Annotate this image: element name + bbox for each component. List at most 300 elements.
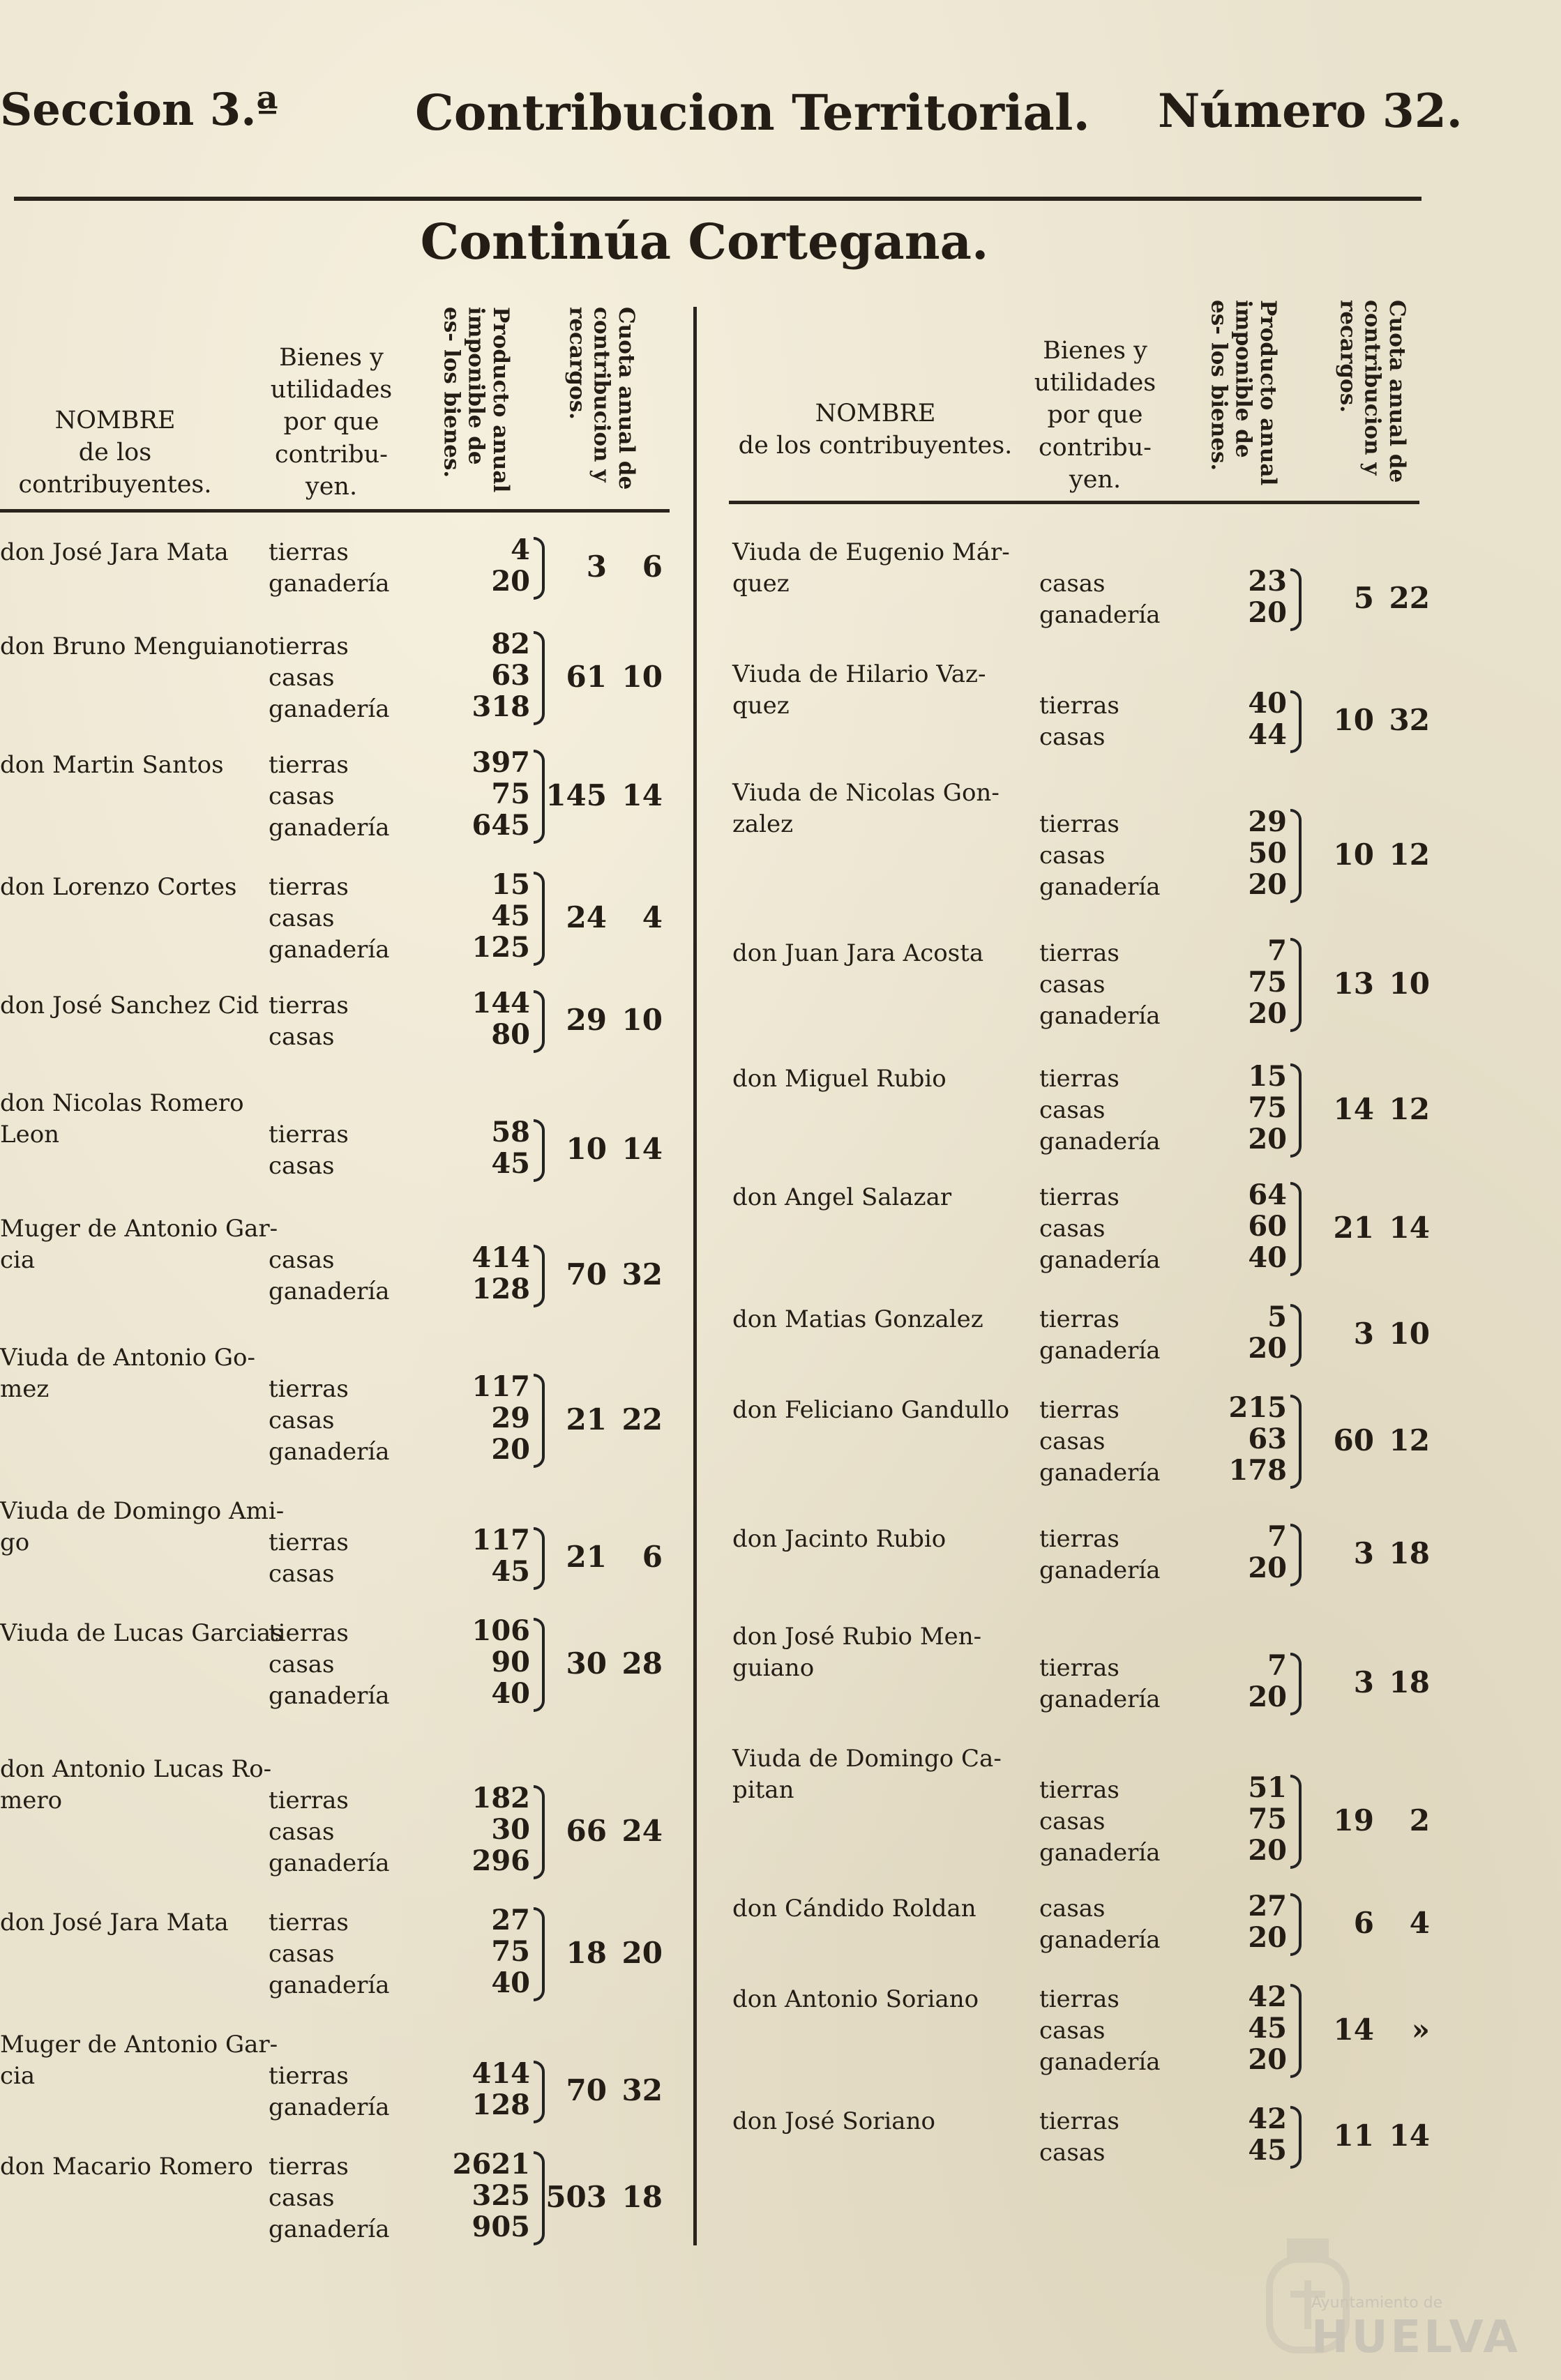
contributor-name-line: don Macario Romero (0, 2153, 253, 2181)
goods-item: ganadería (1039, 1925, 1161, 1954)
product-value: 75 (491, 1935, 530, 1968)
goods-list (269, 1245, 390, 1308)
product-values (1175, 935, 1287, 1029)
goods-item: casas (269, 782, 335, 810)
contributor-name (732, 1182, 951, 1213)
product-value: 82 (491, 628, 530, 660)
goods-header-line-2: utilidades (270, 376, 393, 404)
goods-header-line-2: utilidades (1034, 369, 1156, 397)
quota-reales: 60 (1333, 1423, 1374, 1457)
quota-value (530, 898, 663, 937)
goods-item: tierras (1039, 1065, 1119, 1093)
goods-item: ganadería (269, 1277, 390, 1305)
product-value: 397 (472, 746, 530, 779)
contributor-name (0, 750, 224, 781)
product-value: 40 (1248, 687, 1287, 720)
contributor-name (732, 778, 1000, 840)
goods-list (269, 1618, 390, 1712)
goods-item: casas (1039, 1096, 1106, 1124)
product-value: 50 (1248, 837, 1287, 870)
quota-maravedis: 2 (1409, 1803, 1430, 1837)
goods-item: casas (269, 1151, 335, 1180)
right-name-header (732, 397, 1018, 462)
quota-maravedis: 4 (1409, 1906, 1430, 1940)
contributor-name (732, 1304, 983, 1335)
product-value: 20 (1248, 1123, 1287, 1155)
quota-maravedis: 18 (1389, 1665, 1430, 1699)
contributor-name-line: zalez (732, 810, 794, 838)
name-header-line-1: NOMBRE (54, 407, 176, 434)
quota-reales: 6 (1353, 1906, 1374, 1940)
page-subtitle: Continúa Cortegana. (420, 213, 989, 271)
contributor-name-line: don Matias Gonzalez (732, 1305, 983, 1333)
product-value: 42 (1248, 1980, 1287, 2013)
goods-list (269, 1119, 349, 1182)
product-value: 128 (472, 1273, 530, 1305)
header-rule (14, 197, 1422, 201)
left-goods-header (262, 342, 401, 503)
quota-value (1297, 579, 1430, 617)
right-header-rule (729, 501, 1419, 504)
contributor-name-line: guiano (732, 1653, 815, 1682)
quota-maravedis: 24 (621, 1813, 663, 1848)
contributor-name-line: quez (732, 569, 790, 598)
contributor-name (0, 990, 259, 1022)
goods-item: casas (269, 2183, 335, 2212)
contributor-name (0, 1496, 284, 1559)
goods-item: ganadería (269, 1681, 390, 1710)
goods-list (1039, 568, 1161, 631)
quota-reales: 29 (566, 1003, 607, 1037)
contributor-name (732, 659, 986, 722)
contributor-name-line: mez (0, 1374, 50, 1403)
goods-item: ganadería (1039, 2047, 1161, 2076)
product-value: 64 (1248, 1178, 1287, 1211)
contributor-name-line: Muger de Antonio Gar- (0, 2031, 278, 2059)
contributor-name-line: Viuda de Antonio Go- (0, 1344, 256, 1372)
goods-item: casas (1039, 1807, 1106, 1835)
product-values (418, 1904, 530, 1999)
quota-maravedis: 32 (621, 2073, 663, 2107)
product-value: 20 (1248, 1681, 1287, 1713)
product-value: 117 (472, 1370, 530, 1403)
goods-item: ganadería (269, 2215, 390, 2243)
product-value: 75 (1248, 1803, 1287, 1835)
quota-reales: 24 (566, 900, 607, 934)
product-value: 63 (491, 659, 530, 692)
quota-maravedis: 14 (1389, 2118, 1430, 2153)
goods-list (269, 990, 349, 1053)
quota-reales: 5 (1353, 581, 1374, 615)
quota-maravedis: 12 (1389, 1423, 1430, 1457)
goods-list (269, 1374, 390, 1468)
product-values (418, 1615, 530, 1709)
quota-value (530, 1812, 663, 1850)
product-value: 20 (1248, 1332, 1287, 1365)
page-number: Número 32. (1158, 84, 1463, 138)
name-header-line-2: de los contribuyentes. (18, 439, 212, 499)
product-value: 20 (1248, 1834, 1287, 1867)
goods-item: ganadería (1039, 1556, 1161, 1584)
quota-reales: 145 (545, 778, 607, 812)
name-header-line-1: NOMBRE (815, 400, 936, 427)
goods-item: casas (1039, 841, 1106, 870)
product-value: 106 (472, 1614, 530, 1647)
contributor-name (732, 1984, 979, 2015)
quota-maravedis: 6 (642, 549, 663, 584)
contributor-name (732, 938, 983, 969)
quota-reales: 19 (1333, 1803, 1374, 1837)
goods-header-line-5: yen. (305, 472, 358, 501)
goods-item: ganadería (1039, 1336, 1161, 1365)
product-value: 23 (1248, 565, 1287, 598)
quota-value (1297, 1801, 1430, 1840)
goods-item: tierras (269, 1787, 349, 1814)
product-value: 51 (1248, 1771, 1287, 1804)
quota-value (1297, 835, 1430, 874)
contributor-name-line: don José Jara Mata (0, 1909, 229, 1936)
quota-value (1297, 1663, 1430, 1701)
goods-item: tierras (269, 751, 349, 779)
product-values (418, 987, 530, 1050)
goods-item: casas (1039, 1214, 1106, 1243)
contributor-name-line: pitan (732, 1775, 794, 1804)
goods-list (1039, 1653, 1161, 1715)
contributor-name-line: Muger de Antonio Gar- (0, 1215, 278, 1243)
goods-item: casas (1039, 2138, 1106, 2167)
goods-item: casas (1039, 1427, 1106, 1455)
product-value: 45 (491, 1147, 530, 1180)
contributor-name (732, 1395, 1009, 1426)
product-value: 44 (1248, 718, 1287, 751)
product-value: 45 (491, 900, 530, 932)
contributor-name (0, 537, 229, 568)
goods-list (269, 2061, 390, 2123)
goods-item: tierras (269, 1909, 349, 1936)
goods-item: casas (269, 1022, 335, 1051)
product-value: 29 (1248, 805, 1287, 838)
goods-item: casas (269, 1650, 335, 1678)
goods-item: tierras (269, 2153, 349, 2181)
goods-header-line-5: yen. (1069, 465, 1122, 494)
goods-item: tierras (269, 632, 349, 660)
quota-maravedis: 4 (642, 900, 663, 934)
contributor-name-line: don José Rubio Men- (732, 1623, 982, 1651)
product-value: 42 (1248, 2102, 1287, 2135)
left-name-header (0, 404, 230, 501)
goods-item: casas (1039, 1895, 1106, 1923)
product-value: 27 (491, 1904, 530, 1936)
goods-list (1039, 1775, 1161, 1869)
goods-item: tierras (1039, 939, 1119, 967)
goods-item: tierras (1039, 1396, 1119, 1424)
product-value: 20 (1248, 2043, 1287, 2076)
product-value: 215 (1228, 1391, 1287, 1424)
product-values (1175, 688, 1287, 750)
product-values (418, 1371, 530, 1465)
contributor-name (732, 1063, 947, 1095)
contributor-name-line: don Martin Santos (0, 751, 224, 779)
product-value: 80 (491, 1018, 530, 1051)
goods-item: casas (269, 1939, 335, 1968)
goods-item: casas (1039, 722, 1106, 751)
contributor-name (732, 1743, 1002, 1806)
product-value: 58 (491, 1116, 530, 1149)
goods-item: tierras (1039, 692, 1119, 720)
contributor-name-line: don Angel Salazar (732, 1183, 952, 1211)
goods-item: tierras (269, 538, 349, 566)
goods-item: tierras (269, 2062, 349, 2090)
goods-list (1039, 938, 1161, 1032)
goods-item: ganadería (1039, 1127, 1161, 1155)
product-value: 20 (1248, 997, 1287, 1030)
product-values (1175, 1890, 1287, 1953)
goods-item: ganadería (269, 1437, 390, 1466)
goods-list (269, 631, 390, 725)
column-divider (693, 307, 697, 2245)
quota-maravedis: » (1411, 2012, 1430, 2047)
quota-maravedis: 10 (1389, 966, 1430, 1001)
goods-item: ganadería (1039, 1458, 1161, 1487)
quota-reales: 11 (1333, 2118, 1374, 2153)
quota-value (530, 776, 663, 814)
product-value: 27 (1248, 1890, 1287, 1923)
goods-list (1039, 1063, 1161, 1158)
quota-value (530, 658, 663, 696)
quota-maravedis: 32 (1389, 703, 1430, 737)
goods-item: casas (1039, 2016, 1106, 2045)
contributor-name-line: Viuda de Hilario Vaz- (732, 660, 986, 688)
contributor-name-line: cia (0, 1245, 36, 1274)
watermark-line-2: HUELVA (1311, 2312, 1521, 2363)
quota-reales: 14 (1333, 1091, 1374, 1126)
goods-item: ganadería (1039, 600, 1161, 629)
quota-reales: 3 (586, 549, 607, 584)
quota-maravedis: 22 (621, 1402, 663, 1437)
product-value: 2621 (452, 2148, 530, 2181)
quota-reales: 3 (1353, 1536, 1374, 1570)
product-value: 325 (472, 2179, 530, 2212)
goods-list (1039, 1984, 1161, 2078)
quota-value (1297, 1314, 1430, 1353)
contributor-name-line: don Bruno Menguiano (0, 632, 269, 660)
product-value: 63 (1248, 1423, 1287, 1455)
quota-reales: 21 (1333, 1210, 1374, 1245)
goods-item: casas (269, 1406, 335, 1434)
contributor-name (0, 1754, 271, 1817)
quota-value (530, 1934, 663, 1972)
product-value: 60 (1248, 1210, 1287, 1243)
product-value: 45 (1248, 2012, 1287, 2045)
goods-list (1039, 1893, 1161, 1956)
contributor-name-line: don Juan Jara Acosta (732, 939, 984, 967)
product-value: 90 (491, 1646, 530, 1678)
quota-maravedis: 12 (1389, 1091, 1430, 1126)
quota-reales: 30 (566, 1646, 607, 1681)
contributor-name (0, 1342, 255, 1405)
goods-list (269, 537, 390, 600)
goods-header-line-3: por que (283, 408, 379, 437)
product-value: 318 (472, 690, 530, 723)
contributor-name-line: quez (732, 691, 790, 720)
product-values (1175, 1521, 1287, 1584)
contributor-name-line: go (0, 1528, 30, 1556)
quota-maravedis: 10 (621, 659, 663, 694)
contributor-name (732, 1893, 976, 1925)
goods-item: ganadería (1039, 1685, 1161, 1713)
product-values (418, 1524, 530, 1587)
watermark-line-1: Ayuntamiento de (1311, 2294, 1443, 2312)
product-value: 75 (1248, 966, 1287, 999)
product-value: 296 (472, 1844, 530, 1877)
quota-value (1297, 1208, 1430, 1247)
goods-item: ganadería (269, 695, 390, 723)
goods-item: tierras (1039, 1305, 1119, 1333)
goods-header-line-4: contribu- (1039, 433, 1152, 462)
section-label: Seccion 3.ª (0, 84, 278, 136)
contributor-name-line: don Antonio Soriano (732, 1985, 979, 2013)
product-value: 20 (1248, 1552, 1287, 1584)
product-values (1175, 1061, 1287, 1155)
product-value: 20 (1248, 596, 1287, 629)
product-values (1175, 1650, 1287, 1713)
left-product-header: Producto anual imponible de es- los bienes. (439, 307, 513, 493)
quota-reales: 70 (566, 2073, 607, 2107)
goods-item: ganadería (269, 935, 390, 964)
contributor-name-line: Viuda de Domingo Ca- (732, 1745, 1002, 1773)
goods-list (269, 1527, 349, 1590)
goods-item: tierras (269, 873, 349, 901)
product-values (418, 869, 530, 963)
product-value: 29 (491, 1402, 530, 1434)
quota-value (530, 1644, 663, 1683)
contributor-name-line: Leon (0, 1120, 60, 1149)
product-value: 75 (491, 778, 530, 810)
contributor-name-line: mero (0, 1786, 63, 1814)
product-value: 7 (1267, 1520, 1287, 1553)
contributor-name (732, 2106, 935, 2137)
contributor-name-line: Viuda de Nicolas Gon- (732, 779, 1000, 807)
goods-item: ganadería (269, 2093, 390, 2121)
goods-item: casas (269, 904, 335, 932)
quota-reales: 10 (1333, 703, 1374, 737)
contributor-name (0, 1618, 283, 1649)
goods-item: ganadería (269, 569, 390, 598)
quota-value (1297, 701, 1430, 739)
quota-reales: 66 (566, 1813, 607, 1848)
quota-value (530, 1255, 663, 1294)
goods-list (269, 2151, 390, 2245)
product-values (418, 747, 530, 841)
goods-list (269, 750, 390, 844)
goods-list (1039, 2106, 1119, 2169)
right-product-header: Producto anual imponible de es- los bienes. (1206, 300, 1281, 486)
product-values (1175, 2103, 1287, 2166)
goods-item: tierras (1039, 1525, 1119, 1553)
contributor-name-line: cia (0, 2061, 36, 2090)
contributor-name-line: don Antonio Lucas Ro- (0, 1755, 272, 1783)
goods-item: tierras (1039, 1183, 1119, 1211)
product-values (1175, 1301, 1287, 1364)
quota-maravedis: 18 (1389, 1536, 1430, 1570)
contributor-name-line: don Jacinto Rubio (732, 1525, 947, 1553)
contributor-name-line: don Lorenzo Cortes (0, 873, 237, 901)
product-value: 182 (472, 1782, 530, 1814)
quota-value (1297, 1421, 1430, 1460)
quota-value (1297, 1904, 1430, 1942)
contributor-name (0, 1213, 278, 1276)
goods-item: tierras (269, 992, 349, 1020)
goods-list (1039, 690, 1119, 753)
goods-item: tierras (269, 1619, 349, 1647)
goods-list (269, 872, 390, 966)
goods-header-line-3: por que (1047, 401, 1143, 430)
product-values (418, 534, 530, 597)
contributor-name (0, 2029, 278, 2092)
name-header-line-2: de los contribuyentes. (738, 432, 1013, 460)
quota-reales: 70 (566, 1257, 607, 1291)
quota-maravedis: 28 (621, 1646, 663, 1681)
quota-value (530, 547, 663, 586)
goods-list (269, 1785, 390, 1879)
product-values (1175, 566, 1287, 628)
goods-item: tierras (1039, 810, 1119, 838)
quota-reales: 3 (1353, 1665, 1374, 1699)
goods-item: tierras (1039, 1985, 1119, 2013)
goods-header-line-1: Bienes y (279, 344, 384, 372)
goods-item: ganadería (269, 813, 390, 842)
quota-value (530, 2178, 663, 2216)
product-value: 20 (491, 1433, 530, 1466)
goods-item: ganadería (269, 1971, 390, 1999)
product-value: 7 (1267, 934, 1287, 967)
product-value: 7 (1267, 1649, 1287, 1682)
goods-item: casas (269, 1559, 335, 1588)
quota-maravedis: 18 (621, 2179, 663, 2214)
contributor-name-line: don José Jara Mata (0, 538, 229, 566)
goods-item: casas (1039, 570, 1106, 598)
goods-item: tierras (1039, 1654, 1119, 1682)
goods-item: ganadería (1039, 1245, 1161, 1274)
quota-reales: 503 (545, 2179, 607, 2214)
contributor-name-line: Viuda de Eugenio Már- (732, 538, 1010, 566)
goods-list (1039, 809, 1161, 903)
goods-item: tierras (1039, 2107, 1119, 2135)
quota-value (530, 2071, 663, 2109)
product-values (418, 1782, 530, 1877)
quota-value (1297, 1090, 1430, 1128)
product-value: 45 (491, 1555, 530, 1588)
quota-reales: 21 (566, 1402, 607, 1437)
quota-reales: 3 (1353, 1317, 1374, 1351)
quota-maravedis: 6 (642, 1540, 663, 1574)
contributor-name-line: don Nicolas Romero (0, 1089, 244, 1117)
contributor-name-line: don Feliciano Gandullo (732, 1396, 1010, 1424)
contributor-name (732, 1621, 981, 1684)
product-value: 40 (1248, 1241, 1287, 1274)
quota-value (1297, 1534, 1430, 1572)
contributor-name-line: Viuda de Domingo Ami- (0, 1497, 285, 1525)
product-value: 5 (1267, 1301, 1287, 1333)
product-value: 905 (472, 2211, 530, 2243)
left-quota-header: Cuota anual de contribucion y recargos. (564, 307, 639, 490)
goods-item: ganadería (1039, 1001, 1161, 1030)
product-value: 45 (1248, 2134, 1287, 2167)
product-value: 645 (472, 809, 530, 842)
product-value: 40 (491, 1966, 530, 1999)
product-value: 15 (1248, 1060, 1287, 1093)
contributor-name-line: Viuda de Lucas Garcias (0, 1619, 283, 1647)
